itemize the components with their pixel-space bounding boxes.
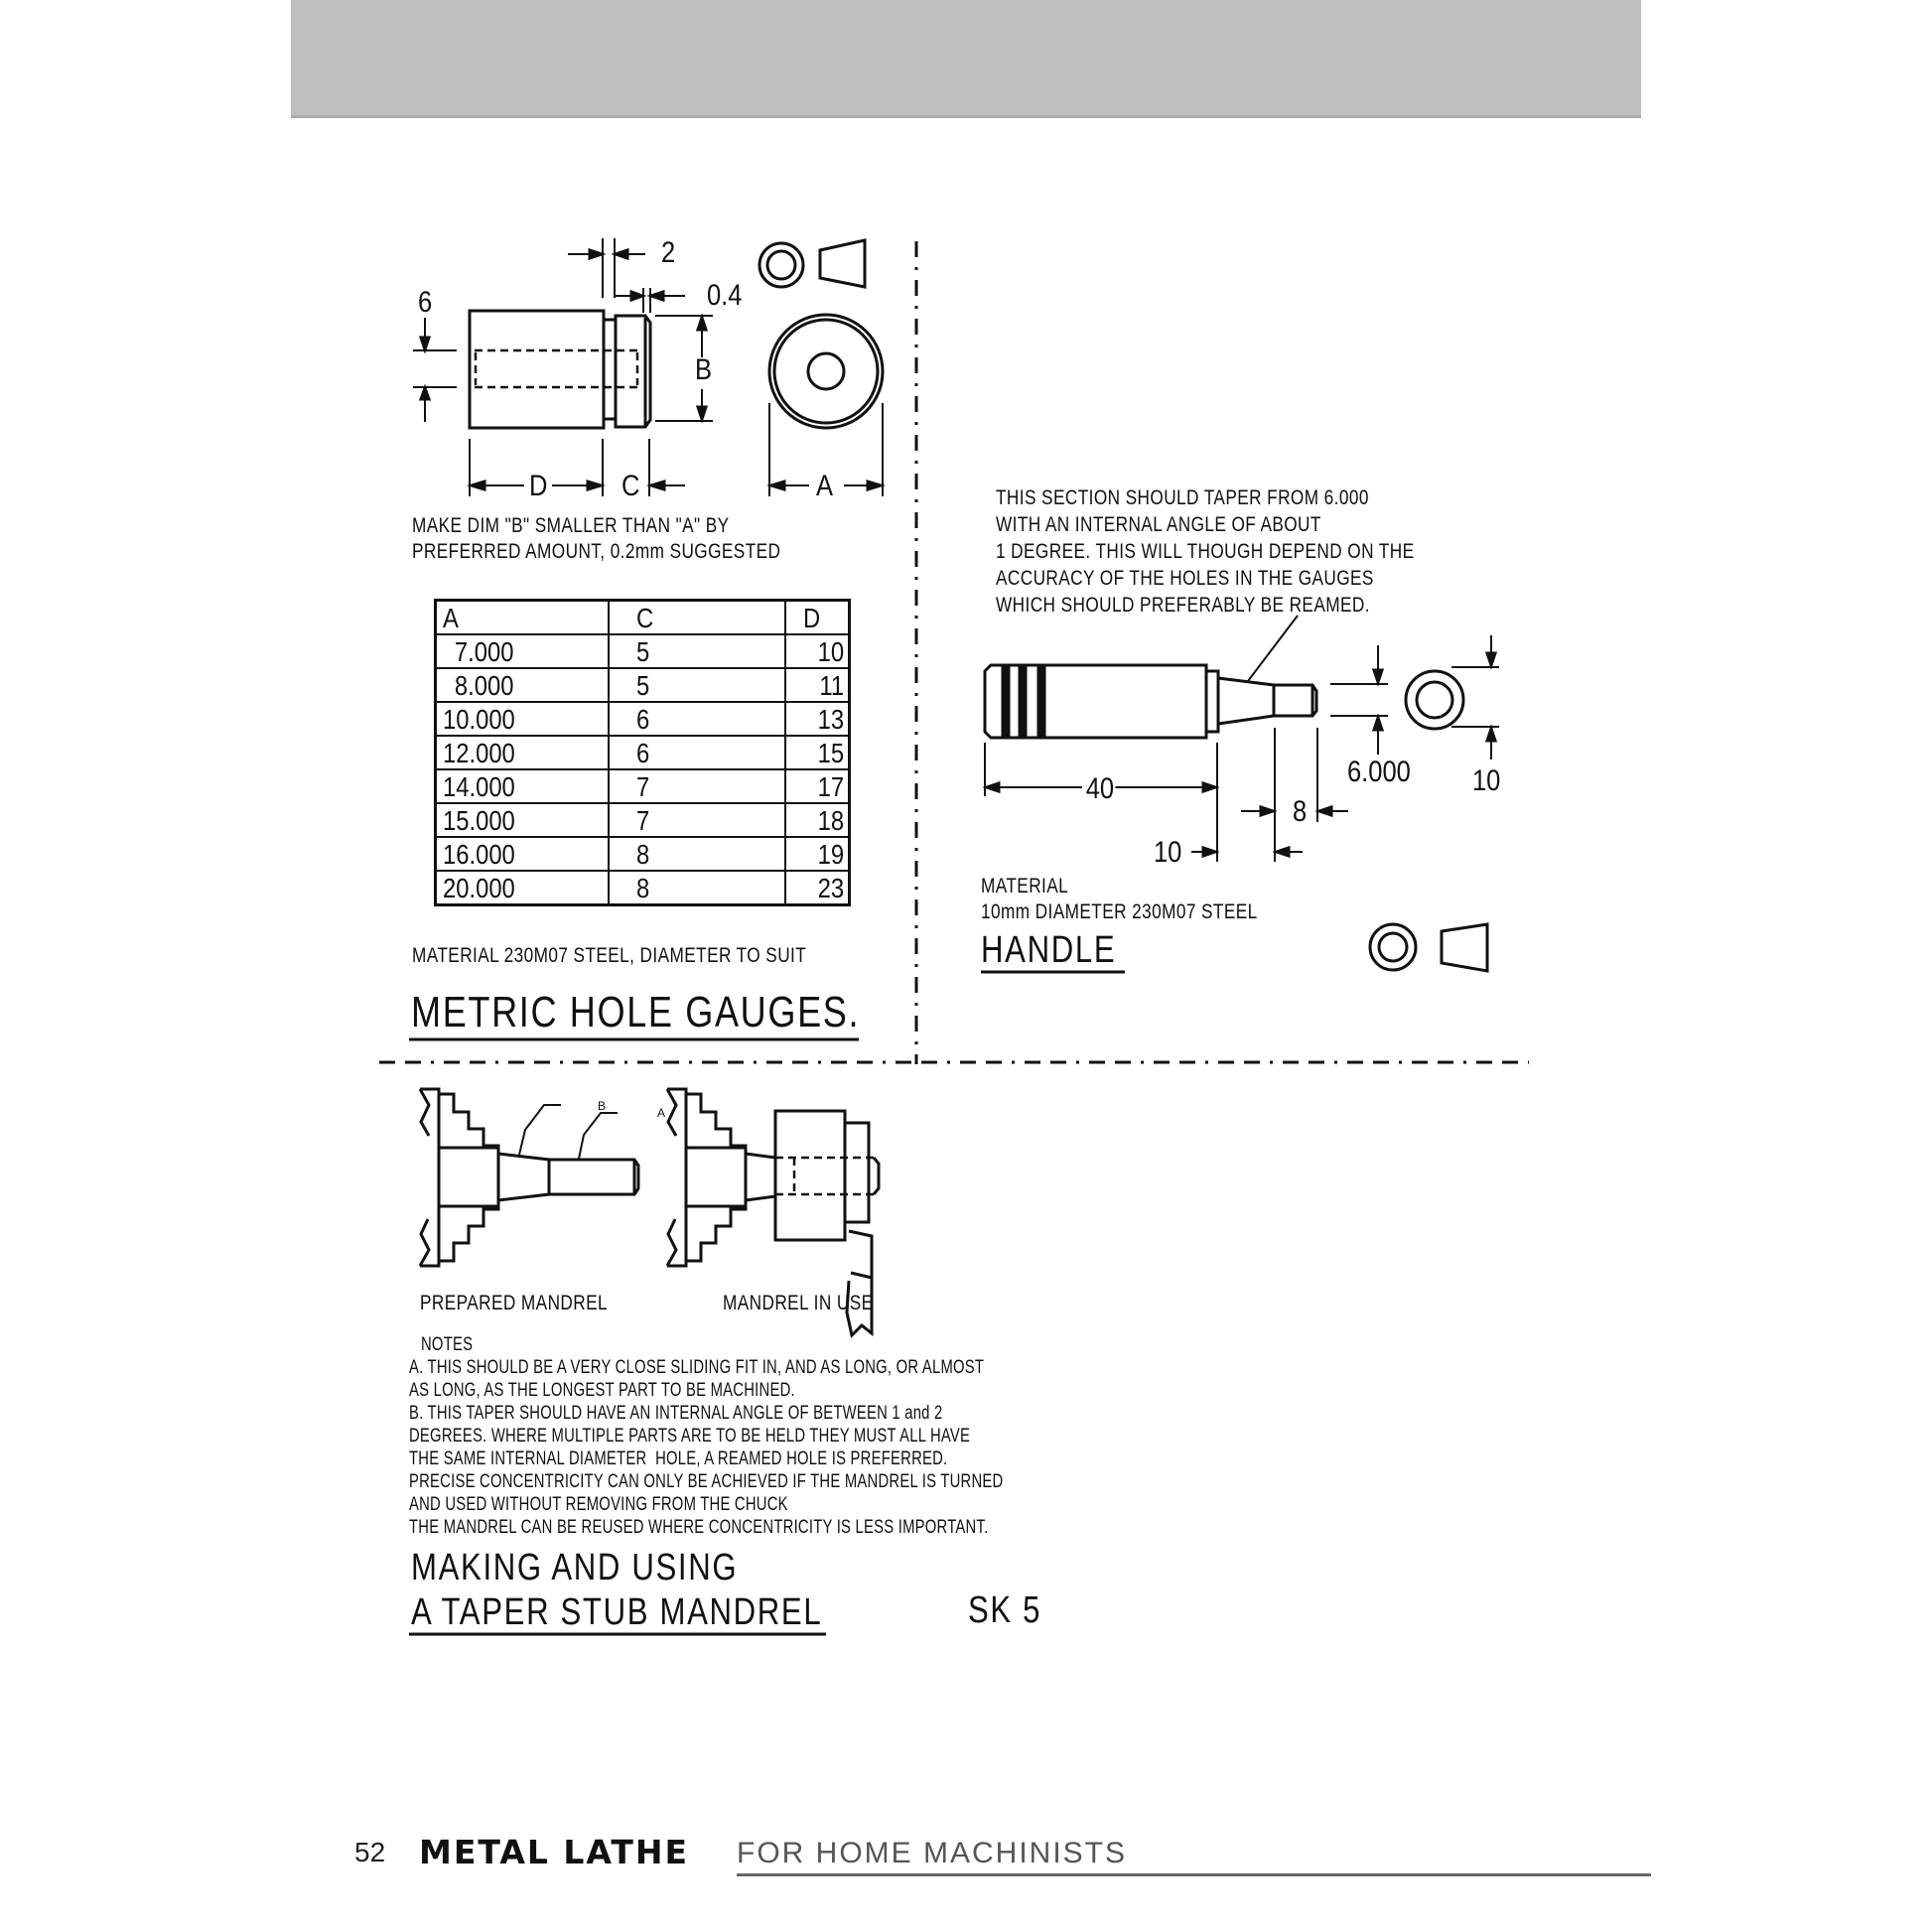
- table-row: 15.000 7 18: [436, 803, 850, 837]
- book-title-light: FOR HOME MACHINISTS: [737, 1837, 1128, 1869]
- handle-note-line-4: ACCURACY OF THE HOLES IN THE GAUGES: [996, 567, 1374, 590]
- dim-label-6: 6: [418, 286, 433, 319]
- dim-label-0-4: 0.4: [707, 279, 743, 312]
- metric-hole-gauges-title: METRIC HOLE GAUGES.: [411, 988, 861, 1036]
- projection-symbol-top: [759, 240, 865, 287]
- gauge-dimension-table: [434, 599, 851, 906]
- table-header-row: [436, 601, 850, 635]
- note-line-4: DEGREES. WHERE MULTIPLE PARTS ARE TO BE HELD THEY MUST ALL HAVE: [409, 1426, 971, 1447]
- table-header-c: C: [609, 601, 785, 635]
- gauge-material-note: MATERIAL 230M07 STEEL, DIAMETER TO SUIT: [412, 944, 807, 967]
- prepared-mandrel-drawing: [420, 1089, 638, 1266]
- note-line-2: AS LONG, AS THE LONGEST PART TO BE MACHINED.: [409, 1380, 795, 1401]
- handle-title: HANDLE: [981, 929, 1117, 971]
- callout-a-label: A: [657, 1106, 666, 1120]
- book-title-bold: METAL LATHE: [419, 1833, 690, 1871]
- dim-label-2: 2: [661, 236, 676, 269]
- page-number: 52: [354, 1837, 386, 1867]
- gauge-instruction-line-2: PREFERRED AMOUNT, 0.2mm SUGGESTED: [412, 540, 781, 563]
- handle-note-line-5: WHICH SHOULD PREFERABLY BE REAMED.: [996, 594, 1370, 617]
- note-line-1: A. THIS SHOULD BE A VERY CLOSE SLIDING FIT IN, AND AS LONG, OR ALMOST: [409, 1357, 985, 1378]
- note-line-3: B. THIS TAPER SHOULD HAVE AN INTERNAL ANGLE OF BETWEEN 1 and 2: [409, 1403, 943, 1424]
- dim-label-b: B: [695, 353, 713, 386]
- table-row: 14.000 7 17: [436, 769, 850, 803]
- prepared-mandrel-label: PREPARED MANDREL: [420, 1292, 609, 1314]
- note-line-7: AND USED WITHOUT REMOVING FROM THE CHUCK: [409, 1494, 788, 1515]
- handle-note-line-2: WITH AN INTERNAL ANGLE OF ABOUT: [996, 513, 1321, 536]
- dim-label-10-shoulder: 10: [1154, 836, 1182, 869]
- table-row: 10.000 6 13: [436, 702, 850, 736]
- gauge-instruction-line-1: MAKE DIM "B" SMALLER THAN "A" BY: [412, 514, 730, 537]
- callout-b-label: B: [598, 1099, 607, 1113]
- table-header-a: A: [436, 601, 609, 635]
- table-row: 20.000 8 23: [436, 871, 850, 905]
- handle-note-line-1: THIS SECTION SHOULD TAPER FROM 6.000: [996, 486, 1369, 509]
- projection-symbol-handle: [1370, 924, 1487, 971]
- dim-label-8: 8: [1293, 795, 1308, 828]
- table-header-d: D: [785, 601, 850, 635]
- mandrel-title-line-2: A TAPER STUB MANDREL: [411, 1591, 823, 1633]
- dim-label-a: A: [816, 470, 834, 502]
- handle-note-line-3: 1 DEGREE. THIS WILL THOUGH DEPEND ON THE: [996, 540, 1415, 563]
- table-row: 7.000 5 10: [436, 634, 850, 668]
- dim-label-40: 40: [1085, 772, 1115, 805]
- sheet-reference: SK 5: [968, 1589, 1042, 1631]
- table-row: 12.000 6 15: [436, 736, 850, 769]
- handle-material-spec: 10mm DIAMETER 230M07 STEEL: [981, 900, 1258, 923]
- dim-label-6-000: 6.000: [1347, 756, 1411, 788]
- dim-label-10-diameter: 10: [1472, 764, 1501, 797]
- note-line-8: THE MANDREL CAN BE REUSED WHERE CONCENTRICITY IS LESS IMPORTANT.: [409, 1517, 989, 1538]
- note-line-5: THE SAME INTERNAL DIAMETER HOLE, A REAMED HOLE IS PREFERRED.: [409, 1449, 948, 1469]
- gauge-side-view: [413, 238, 713, 496]
- table-row: 16.000 8 19: [436, 837, 850, 871]
- handle-material-label: MATERIAL: [981, 875, 1069, 897]
- handle-drawing: [985, 616, 1499, 862]
- note-line-6: PRECISE CONCENTRICITY CAN ONLY BE ACHIEVED IF THE MANDREL IS TURNED: [409, 1471, 1004, 1492]
- dim-label-c: C: [621, 470, 640, 502]
- footer-rule: [737, 1873, 1651, 1876]
- mandrel-in-use-label: MANDREL IN USE: [723, 1292, 874, 1314]
- dim-label-d: D: [529, 470, 548, 502]
- table-row: 8.000 5 11: [436, 668, 850, 702]
- notes-heading: NOTES: [421, 1334, 474, 1355]
- mandrel-title-line-1: MAKING AND USING: [411, 1547, 739, 1588]
